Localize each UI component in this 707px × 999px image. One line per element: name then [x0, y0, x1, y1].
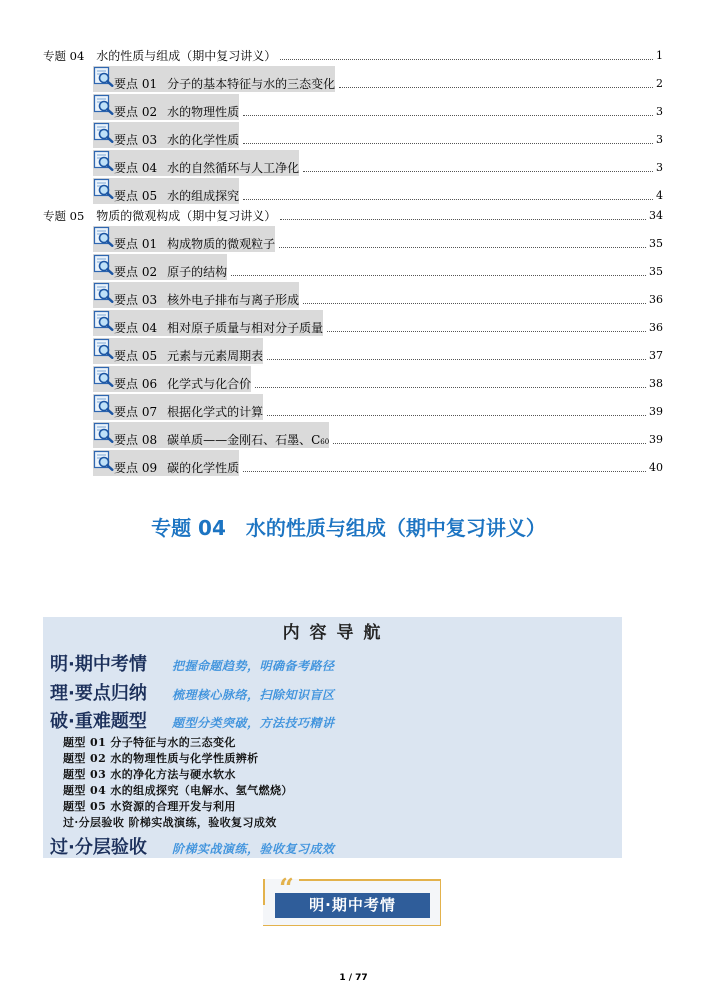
- toc-page-number: 3: [656, 133, 663, 146]
- toc-item-highlight: [93, 178, 239, 204]
- toc-page-number: 35: [649, 265, 663, 278]
- toc-page-number: 38: [649, 377, 663, 390]
- document-search-icon: [93, 422, 114, 443]
- toc-item-highlight: [93, 422, 329, 448]
- toc-item-highlight: [93, 310, 323, 336]
- table-of-contents: [43, 46, 663, 478]
- toc-leader-dots: [267, 415, 646, 416]
- toc-page-number: 3: [656, 161, 663, 174]
- toc-item-title: 构成物质的微观粒子: [167, 237, 276, 251]
- toc-item-entry[interactable]: [43, 422, 663, 450]
- toc-item-entry[interactable]: [43, 310, 663, 338]
- toc-item-subscript: 60: [320, 438, 330, 446]
- toc-item-number: 要点 04: [114, 321, 158, 335]
- document-search-icon: [93, 178, 114, 199]
- toc-page-number: 35: [649, 237, 663, 250]
- toc-item-entry[interactable]: [43, 282, 663, 310]
- toc-item-title: 原子的结构: [167, 265, 228, 279]
- document-search-icon: [93, 226, 114, 247]
- toc-page-number: 2: [656, 77, 663, 90]
- nav-section: [50, 654, 335, 676]
- nav-section-desc: 题型分类突破，方法技巧精讲: [172, 715, 335, 730]
- toc-leader-dots: [243, 199, 653, 200]
- toc-page-number: 37: [649, 349, 663, 362]
- toc-page-number: 36: [649, 293, 663, 306]
- badge-banner: 明·期中考情: [275, 893, 430, 918]
- toc-item-number: 要点 02: [114, 265, 158, 279]
- toc-leader-dots: [243, 115, 653, 116]
- toc-item-number: 要点 03: [114, 133, 158, 147]
- toc-page-number: 39: [649, 433, 663, 446]
- toc-leader-dots: [339, 87, 653, 88]
- toc-item-entry[interactable]: [43, 450, 663, 478]
- toc-leader-dots: [280, 59, 653, 60]
- toc-item-title: 元素与元素周期表: [167, 349, 264, 363]
- toc-item-title: 相对原子质量与相对分子质量: [167, 321, 324, 335]
- toc-item-title: 碳单质——金刚石、石墨、C: [167, 433, 321, 447]
- toc-item-highlight: [93, 226, 275, 252]
- toc-page-number: 39: [649, 405, 663, 418]
- toc-item-number: 要点 05: [114, 349, 158, 363]
- toc-item-number: 要点 04: [114, 161, 158, 175]
- toc-item-number: 要点 01: [114, 237, 158, 251]
- document-search-icon: [93, 394, 114, 415]
- toc-item-entry[interactable]: [43, 66, 663, 94]
- nav-sub-item: 题型 05 水资源的合理开发与利用: [63, 800, 236, 813]
- document-search-icon: [93, 282, 114, 303]
- toc-item-entry[interactable]: [43, 150, 663, 178]
- toc-section-title: 物质的微观构成（期中复习讲义）: [96, 209, 277, 223]
- nav-section-label: 过·分层验收: [50, 837, 147, 858]
- nav-section: [50, 683, 335, 705]
- document-search-icon: [93, 94, 114, 115]
- toc-item-title: 化学式与化合价: [167, 377, 252, 391]
- document-search-icon: [93, 66, 114, 87]
- badge-quote-mark: “: [279, 874, 294, 904]
- toc-item-highlight: [93, 66, 335, 92]
- document-search-icon: [93, 338, 114, 359]
- toc-item-number: 要点 05: [114, 189, 158, 203]
- nav-sub-item: 过·分层验收 阶梯实战演练，验收复习成效: [63, 816, 277, 829]
- toc-page-number: 1: [656, 49, 663, 62]
- toc-page-number: 34: [649, 209, 663, 222]
- nav-sub-item: 题型 03 水的净化方法与硬水软水: [63, 768, 236, 781]
- document-search-icon: [93, 366, 114, 387]
- toc-item-highlight: [93, 338, 263, 364]
- toc-item-entry[interactable]: [43, 178, 663, 206]
- content-navigation-box: [43, 617, 622, 858]
- toc-leader-dots: [327, 331, 646, 332]
- toc-item-entry[interactable]: [43, 94, 663, 122]
- toc-item-number: 要点 03: [114, 293, 158, 307]
- toc-page-number: 40: [649, 461, 663, 474]
- toc-page-number: 4: [656, 189, 663, 202]
- nav-section-desc: 梳理核心脉络，扫除知识盲区: [172, 687, 335, 702]
- page-title-number: 专题 04: [151, 516, 226, 540]
- nav-section-label: 理·要点归纳: [50, 683, 147, 704]
- toc-section-entry[interactable]: [43, 46, 663, 66]
- toc-section-title: 水的性质与组成（期中复习讲义）: [96, 49, 277, 63]
- nav-section: [50, 837, 335, 859]
- toc-item-highlight: [93, 394, 263, 420]
- toc-item-highlight: [93, 122, 239, 148]
- nav-section-label: 明·期中考情: [50, 654, 147, 675]
- toc-item-title: 碳的化学性质: [167, 461, 240, 475]
- nav-sub-item: 题型 02 水的物理性质与化学性质辨析: [63, 752, 259, 765]
- toc-item-number: 要点 06: [114, 377, 158, 391]
- toc-item-title: 水的组成探究: [167, 189, 240, 203]
- nav-section-desc: 阶梯实战演练，验收复习成效: [172, 841, 335, 856]
- nav-section: [50, 711, 335, 733]
- toc-section-entry[interactable]: [43, 206, 663, 226]
- toc-item-number: 要点 02: [114, 105, 158, 119]
- toc-item-highlight: [93, 450, 239, 476]
- toc-page-number: 3: [656, 105, 663, 118]
- toc-leader-dots: [280, 219, 646, 220]
- toc-leader-dots: [231, 275, 646, 276]
- toc-item-number: 要点 07: [114, 405, 158, 419]
- toc-leader-dots: [267, 359, 646, 360]
- toc-item-number: 要点 01: [114, 77, 158, 91]
- toc-item-entry[interactable]: [43, 394, 663, 422]
- toc-item-highlight: [93, 282, 299, 308]
- toc-item-highlight: [93, 366, 251, 392]
- toc-item-title: 分子的基本特征与水的三态变化: [167, 77, 336, 91]
- nav-sub-item: 题型 04 水的组成探究（电解水、氢气燃烧）: [63, 784, 293, 797]
- document-search-icon: [93, 450, 114, 471]
- page-title: [0, 515, 697, 541]
- toc-item-entry[interactable]: [43, 226, 663, 254]
- toc-item-number: 要点 09: [114, 461, 158, 475]
- toc-leader-dots: [255, 387, 646, 388]
- document-search-icon: [93, 122, 114, 143]
- toc-item-title: 水的化学性质: [167, 133, 240, 147]
- page-number: 1 / 77: [339, 973, 368, 983]
- toc-leader-dots: [279, 247, 646, 248]
- toc-leader-dots: [243, 471, 646, 472]
- toc-item-entry[interactable]: [43, 366, 663, 394]
- toc-leader-dots: [243, 143, 653, 144]
- toc-item-number: 要点 08: [114, 433, 158, 447]
- toc-leader-dots: [303, 171, 653, 172]
- toc-section-number: 专题 04: [43, 49, 85, 63]
- toc-item-highlight: [93, 94, 239, 120]
- toc-item-entry[interactable]: [43, 254, 663, 282]
- document-search-icon: [93, 254, 114, 275]
- toc-leader-dots: [303, 303, 646, 304]
- toc-item-title: 水的自然循环与人工净化: [167, 161, 300, 175]
- content-navigation-title: 内 容 导 航: [282, 623, 383, 643]
- nav-section-desc: 把握命题趋势，明确备考路径: [172, 658, 335, 673]
- toc-page-number: 36: [649, 321, 663, 334]
- toc-item-entry[interactable]: [43, 338, 663, 366]
- toc-item-highlight: [93, 254, 227, 280]
- toc-leader-dots: [333, 443, 646, 444]
- toc-item-title: 核外电子排布与离子形成: [167, 293, 300, 307]
- page-title-text: 水的性质与组成（期中复习讲义）: [245, 516, 546, 540]
- toc-item-title: 根据化学式的计算: [167, 405, 264, 419]
- section-badge: [263, 874, 441, 926]
- toc-item-highlight: [93, 150, 299, 176]
- toc-item-entry[interactable]: [43, 122, 663, 150]
- toc-section-number: 专题 05: [43, 209, 85, 223]
- nav-sub-item: 题型 01 分子特征与水的三态变化: [63, 736, 236, 749]
- toc-item-title: 水的物理性质: [167, 105, 240, 119]
- document-search-icon: [93, 150, 114, 171]
- nav-section-label: 破·重难题型: [50, 711, 147, 732]
- document-search-icon: [93, 310, 114, 331]
